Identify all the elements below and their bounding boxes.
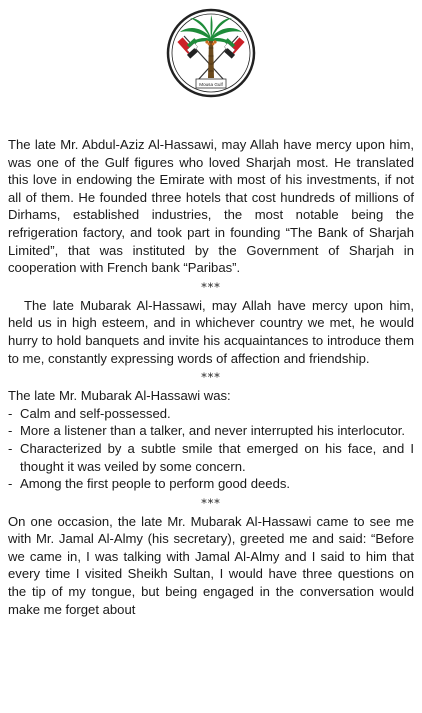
section-separator: *** (201, 371, 221, 385)
traits-list (8, 405, 414, 493)
list-item: - Calm and self-possessed. (8, 405, 414, 423)
traits-intro: The late Mr. Mubarak Al-Hassawi was: (8, 388, 231, 404)
paragraph-abdul-aziz: The late Mr. Abdul-Aziz Al-Hassawi, may Allah have mercy upon him, was one of the Gulf figures who loved Sharjah most. He translated this love in endowing the Emirate with most of his investments, if not all of them. He founded three hotels that cost hundreds of millions of Dirhams, established industries, the most notable being the refrigeration factory, and took part in founding “The Bank of Sharjah Limited”, that was instituted by the Government of Sharjah in cooperation with French bank “Paribas”. (8, 137, 414, 276)
emblem-caption: Mousa Gulf (199, 82, 223, 87)
paragraph-mubarak-esteem: The late Mubarak Al-Hassawi, may Allah have mercy upon him, held us in high esteem, and in whichever country we met, he would hurry to hold banquets and invite his acquaintances to introduce them to me, constantly expressing words of affection and friendship. (8, 297, 414, 366)
section-separator: *** (201, 280, 221, 294)
list-item: - Among the first people to perform good deeds. (8, 475, 414, 493)
paragraph-occasion: On one occasion, the late Mr. Mubarak Al-Hassawi came to see me with Mr. Jamal Al-Almy (his secretary), greeted me and said: “Before we came in, I was talking with Jamal Al-Almy and I said to him that every time I visited Sheikh Sultan, I would have three questions on the tip of my tongue, but being engaged in the conversation would make me forget about (8, 513, 414, 617)
palm-tree-flags-emblem-icon (166, 8, 256, 98)
body-text (8, 136, 414, 618)
list-item: - Characterized by a subtle smile that emerged on his face, and I thought it was veiled by some concern. (8, 440, 414, 475)
list-item: - More a listener than a talker, and never interrupted his interlocutor. (8, 422, 414, 440)
section-separator: *** (201, 496, 221, 510)
